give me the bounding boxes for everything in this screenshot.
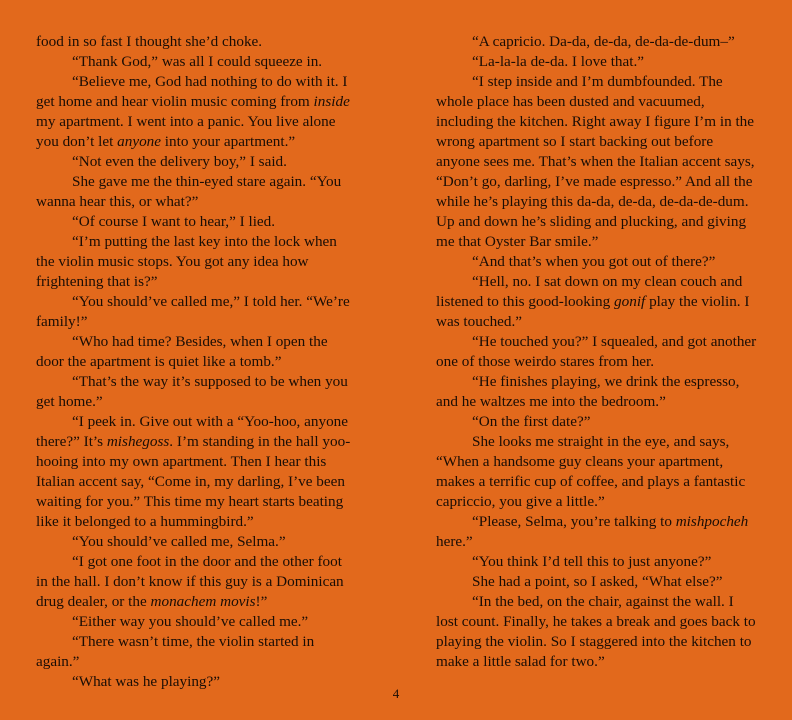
paragraph (36, 152, 354, 172)
paragraph (436, 432, 758, 512)
text-run: “In the bed, on the chair, against the wall. I lost count. Finally, he takes a break and goes back to playing the violin. So I staggered into the kitchen to make a little salad for two.” (436, 593, 756, 670)
text-run: “Not even the delivery boy,” I said. (72, 153, 287, 170)
text-run: play the violin. I was touched.” (436, 293, 750, 330)
italic-text: mishpocheh (675, 513, 749, 530)
left-text-column (36, 32, 354, 692)
text-run: “On the first date?” (472, 413, 591, 430)
paragraph (436, 32, 758, 52)
italic-text: gonif (614, 293, 646, 310)
text-run: “Hell, no. I sat down on my clean couch and listened to this good-looking (436, 273, 743, 310)
text-run: . I’m standing in the hall yoo-hooing into my own apartment. Then I hear this Italian accent say, “Come in, my darling, I’ve been waiting for you.” This time my heart starts beating like it belonged to a hummingbird.” (36, 433, 351, 530)
paragraph (36, 412, 354, 532)
paragraph (36, 212, 354, 232)
text-run: “You think I’d tell this to just anyone?” (472, 553, 712, 570)
paragraph (36, 632, 354, 672)
text-run: !” (255, 593, 268, 610)
text-run: She looks me straight in the eye, and says, “When a handsome guy cleans your apartment, makes a terrific cup of coffee, and plays a fantastic capriccio, you give a little.” (436, 433, 746, 510)
text-run: “He finishes playing, we drink the espresso, and he waltzes me into the bedroom.” (436, 373, 740, 410)
paragraph (36, 172, 354, 212)
text-run: food in so fast I thought she’d choke. (36, 33, 263, 50)
paragraph (36, 372, 354, 412)
paragraph (436, 272, 758, 332)
paragraph (36, 72, 354, 152)
text-run: “I got one foot in the door and the other foot in the hall. I don’t know if this guy is a Dominican drug dealer, or the (36, 553, 344, 610)
paragraph (436, 252, 758, 272)
text-run: “There wasn’t time, the violin started in again.” (36, 633, 315, 670)
text-run: “La-la-la de-da. I love that.” (472, 53, 645, 70)
text-run: here.” (436, 533, 473, 550)
paragraph (436, 372, 758, 412)
paragraph (436, 552, 758, 572)
italic-text: mishegoss (106, 433, 170, 450)
text-run: into your apartment.” (161, 133, 296, 150)
text-run: “I peek in. Give out with a “Yoo-hoo, anyone there?” It’s (36, 413, 348, 450)
text-run: “Either way you should’ve called me.” (72, 613, 309, 630)
paragraph (436, 512, 758, 552)
paragraph (36, 292, 354, 332)
paragraph (436, 332, 758, 372)
text-run: “Believe me, God had nothing to do with it. I get home and hear violin music coming from (36, 73, 348, 110)
paragraph (36, 612, 354, 632)
text-run: “You should’ve called me, Selma.” (72, 533, 286, 550)
italic-text: inside (313, 93, 350, 110)
text-run: She had a point, so I asked, “What else?” (472, 573, 723, 590)
text-run: “Please, Selma, you’re talking to (472, 513, 676, 530)
text-run: “I’m putting the last key into the lock when the violin music stops. You got any idea how frightening that is?” (36, 233, 337, 290)
text-run: “Of course I want to hear,” I lied. (72, 213, 276, 230)
paragraph (36, 32, 354, 52)
text-run: “Who had time? Besides, when I open the door the apartment is quiet like a tomb.” (36, 333, 328, 370)
paragraph (436, 592, 758, 672)
right-text-column (436, 32, 758, 672)
text-run: “I step inside and I’m dumbfounded. The whole place has been dusted and vacuumed, including the kitchen. Right away I figure I’m in the wrong apartment so I start backing out before anyone sees me. That’s when the Italian accent says, “Don’t go, darling, I’ve made espresso.” And all the while he’s playing this da-da, de-da, de-da-de-dum. Up and down he’s sliding and plucking, and giving me that Oyster Bar smile.” (436, 73, 755, 250)
paragraph (36, 532, 354, 552)
page-number: 4 (392, 686, 400, 701)
text-run: my apartment. I went into a panic. You live alone you don’t let (36, 113, 336, 150)
text-run: “He touched you?” I squealed, and got another one of those weirdo stares from her. (436, 333, 757, 370)
italic-text: monachem movis (150, 593, 256, 610)
text-run: “What was he playing?” (72, 673, 221, 690)
text-run: “Thank God,” was all I could squeeze in. (72, 53, 323, 70)
text-run: “You should’ve called me,” I told her. “We’re family!” (36, 293, 350, 330)
paragraph (36, 552, 354, 612)
paragraph (436, 572, 758, 592)
paragraph (36, 332, 354, 372)
paragraph (436, 412, 758, 432)
text-run: “That’s the way it’s supposed to be when you get home.” (36, 373, 348, 410)
text-run: “A capricio. Da-da, de-da, de-da-de-dum–” (472, 33, 735, 50)
text-run: She gave me the thin-eyed stare again. “You wanna hear this, or what?” (36, 173, 342, 210)
paragraph (436, 72, 758, 252)
italic-text: anyone (117, 133, 161, 150)
paragraph (36, 232, 354, 292)
paragraph (436, 52, 758, 72)
text-run: “And that’s when you got out of there?” (472, 253, 716, 270)
paragraph (36, 52, 354, 72)
